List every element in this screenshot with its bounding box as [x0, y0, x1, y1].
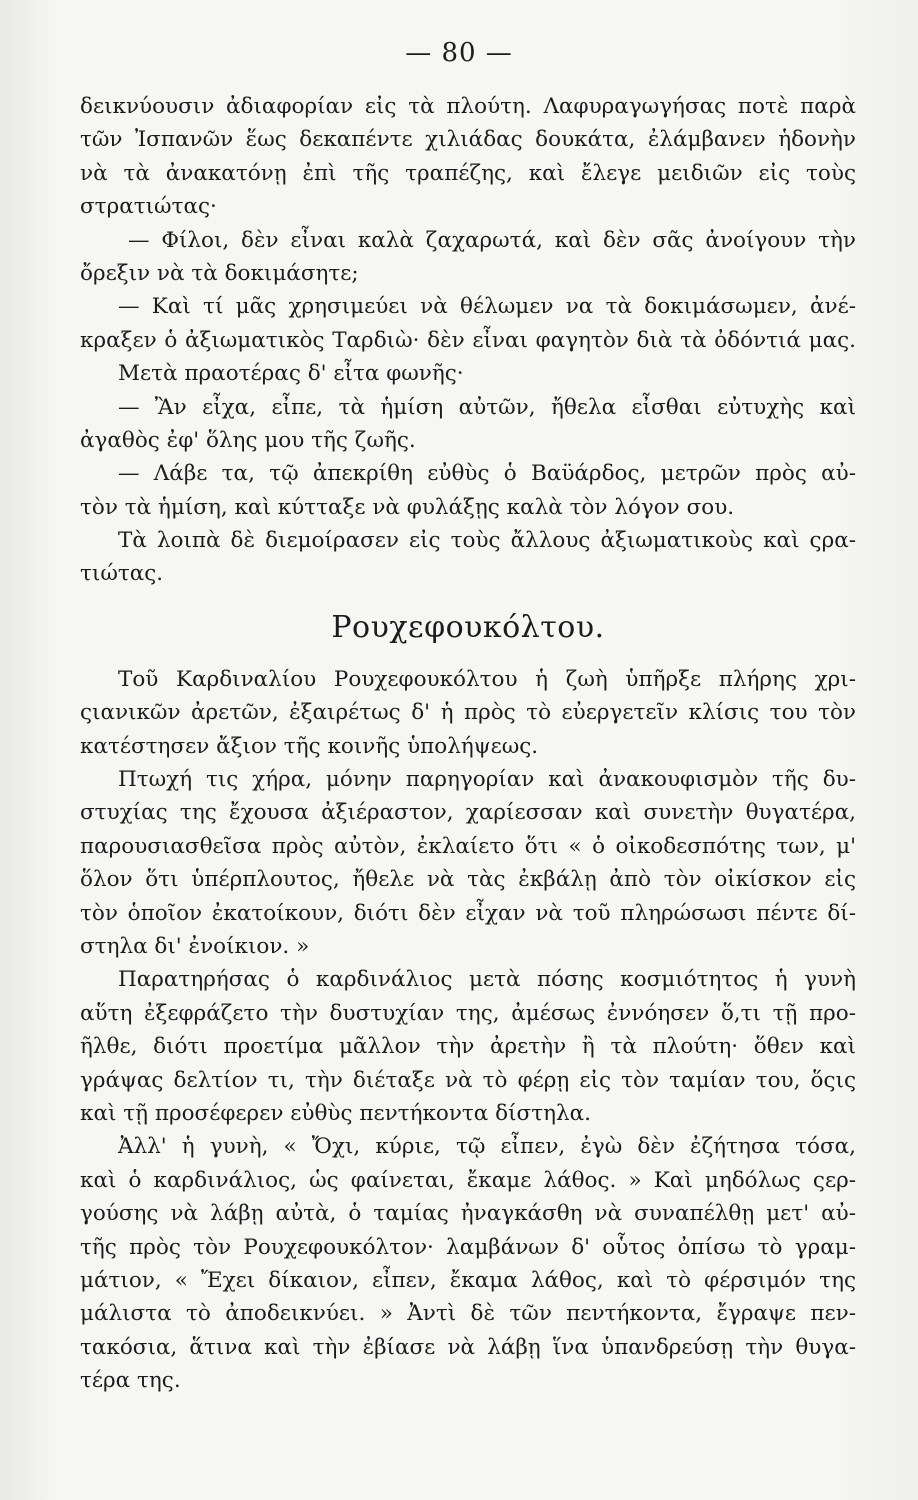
text-line: παρουσιασθεῖσα πρὸς αὐτὸν, ἐκλαίετο ὅτι « ὁ οἰκοδεσπότης των, μ' — [80, 833, 856, 859]
text-line: τῶν Ἰσπανῶν ἕως δεκαπέντε χιλιάδας δουκάτα, ἐλάμβανεν ἡδονὴν — [80, 127, 856, 153]
text-line: ῆλθε, διότι προετίμα μᾶλλον τὴν ἀρετὴν ἢ τὰ πλούτη· ὅθεν καὶ — [80, 1034, 856, 1060]
text-line: καὶ ὁ καρδινάλιος, ὡς φαίνεται, ἔκαμε λάθος. » Καὶ μηδόλως ςερ- — [80, 1167, 856, 1193]
text-line: τέρα της. — [80, 1368, 181, 1394]
text-line: — Καὶ τί μᾶς χρησιμεύει νὰ θέλωμεν να τὰ δοκιμάσωμεν, ἀνέ- — [118, 294, 856, 320]
text-line: γούσης νὰ λάβῃ αὐτὰ, ὁ ταμίας ἠναγκάσθη νὰ συναπέλθῃ μετ' αὐ- — [80, 1201, 856, 1227]
text-line: κατέστησεν ἄξιον τῆς κοινῆς ὑπολήψεως. — [80, 733, 539, 759]
text-line: μάλιστα τὸ ἀποδεικνύει. » Ἀντὶ δὲ τῶν πεντήκοντα, ἔγραψε πεν- — [80, 1301, 856, 1327]
text-line: Τὰ λοιπὰ δὲ διεμοίρασεν εἰς τοὺς ἄλλους ἀξιωματικοὺς καὶ ςρα- — [118, 528, 856, 554]
text-line: στρατιώτας· — [80, 194, 217, 220]
section-heading: Ρουχεφουκόλτου. — [331, 609, 605, 645]
text-line: Ἀλλ' ἡ γυνὴ, « Ὄχι, κύριε, τῷ εἶπεν, ἐγὼ δὲν ἐζήτησα τόσα, — [118, 1134, 856, 1160]
text-line: μάτιον, « Ἔχει δίκαιον, εἶπεν, ἔκαμα λάθος, καὶ τὸ φέρσιμόν της — [80, 1267, 856, 1293]
text-line: στυχίας της ἔχουσα ἀξιέραστον, χαρίεσσαν καὶ συνετὴν θυγατέρα, — [80, 800, 856, 826]
body-text — [80, 90, 856, 1397]
text-line: αὕτη ἐξεφράζετο τὴν δυστυχίαν της, ἀμέσως ἐννόησεν ὅ,τι τῇ προ- — [80, 1000, 856, 1026]
text-line: στηλα δι' ἐνοίκιον. » — [80, 933, 310, 959]
text-line: — Λάβε τα, τῷ ἀπεκρίθη εὐθὺς ὁ Βαϋάρδος, μετρῶν πρὸς αὐ- — [118, 461, 856, 487]
text-line: τῆς πρὸς τὸν Ρουχεφουκόλτον· λαμβάνων δ' οὗτος ὀπίσω τὸ γραμ- — [80, 1234, 856, 1260]
text-line: τὸν τὰ ἡμίση, καὶ κύτταξε νὰ φυλάξῃς καλὰ τὸν λόγον σου. — [80, 494, 735, 520]
text-line: νὰ τὰ ἀνακατόνῃ ἐπὶ τῆς τραπέζης, καὶ ἔλεγε μειδιῶν εἰς τοὺς — [80, 160, 856, 186]
text-line: Παρατηρήσας ὁ καρδινάλιος μετὰ πόσης κοσμιότητος ἡ γυνὴ — [118, 967, 856, 993]
text-line: τὸν ὁποῖον ἐκατοίκουν, διότι δὲν εἶχαν νὰ τοῦ πληρώσωσι πέντε δί- — [80, 900, 856, 926]
text-line: Πτωχή τις χήρα, μόνην παρηγορίαν καὶ ἀνακουφισμὸν τῆς δυ- — [118, 767, 856, 793]
paragraphs-before-heading — [80, 90, 856, 591]
text-line: Τοῦ Καρδιναλίου Ρουχεφουκόλτου ἡ ζωὴ ὑπῆρξε πλήρης χρι- — [118, 666, 856, 692]
text-line: — Ἂν εἶχα, εἶπε, τὰ ἡμίση αὐτῶν, ἤθελα εἶσθαι εὐτυχὴς καὶ — [118, 394, 856, 420]
paragraphs-after-heading — [80, 663, 856, 1398]
text-line: δεικνύουσιν ἀδιαφορίαν εἰς τὰ πλούτη. Λαφυραγωγήσας ποτὲ παρὰ — [80, 94, 856, 119]
page-number: — 80 — — [405, 38, 513, 68]
text-line: — Φίλοι, δὲν εἶναι καλὰ ζαχαρωτά, καὶ δὲν σᾶς ἀνοίγουν τὴν — [128, 227, 856, 253]
text-line: τακόσια, ἅτινα καὶ τὴν ἐβίασε νὰ λάβῃ ἵνα ὑπανδρεύσῃ τὴν θυγα- — [80, 1334, 856, 1360]
text-line: ὄρεξιν νὰ τὰ δοκιμάσητε; — [80, 260, 359, 286]
text-line: καὶ τῇ προσέφερεν εὐθὺς πεντήκοντα δίστηλα. — [80, 1100, 591, 1126]
text-line: γράψας δελτίον τι, τὴν διέταξε νὰ τὸ φέρῃ εἰς τὸν ταμίαν του, ὅςις — [80, 1067, 856, 1093]
text-line: ὅλον ὅτι ὑπέρπλουτος, ἤθελε νὰ τὰς ἐκβάλῃ ἀπὸ τὸν οἰκίσκον εἰς — [80, 867, 856, 893]
text-line: Μετὰ πραοτέρας δ' εἶτα φωνῆς· — [118, 361, 464, 387]
text-line: ἀγαθὸς ἐφ' ὅλης μου τῆς ζωῆς. — [80, 427, 416, 453]
text-line: τιώτας. — [80, 561, 164, 587]
text-line: ςιανικῶν ἀρετῶν, ἐξαιρέτως δ' ἡ πρὸς τὸ εὐεργετεῖν κλίσις του τὸν — [80, 700, 856, 726]
text-line: κραξεν ὁ ἀξιωματικὸς Ταρδιὼ· δὲν εἶναι φαγητὸν διὰ τὰ ὀδόντιά μας. — [80, 327, 856, 353]
